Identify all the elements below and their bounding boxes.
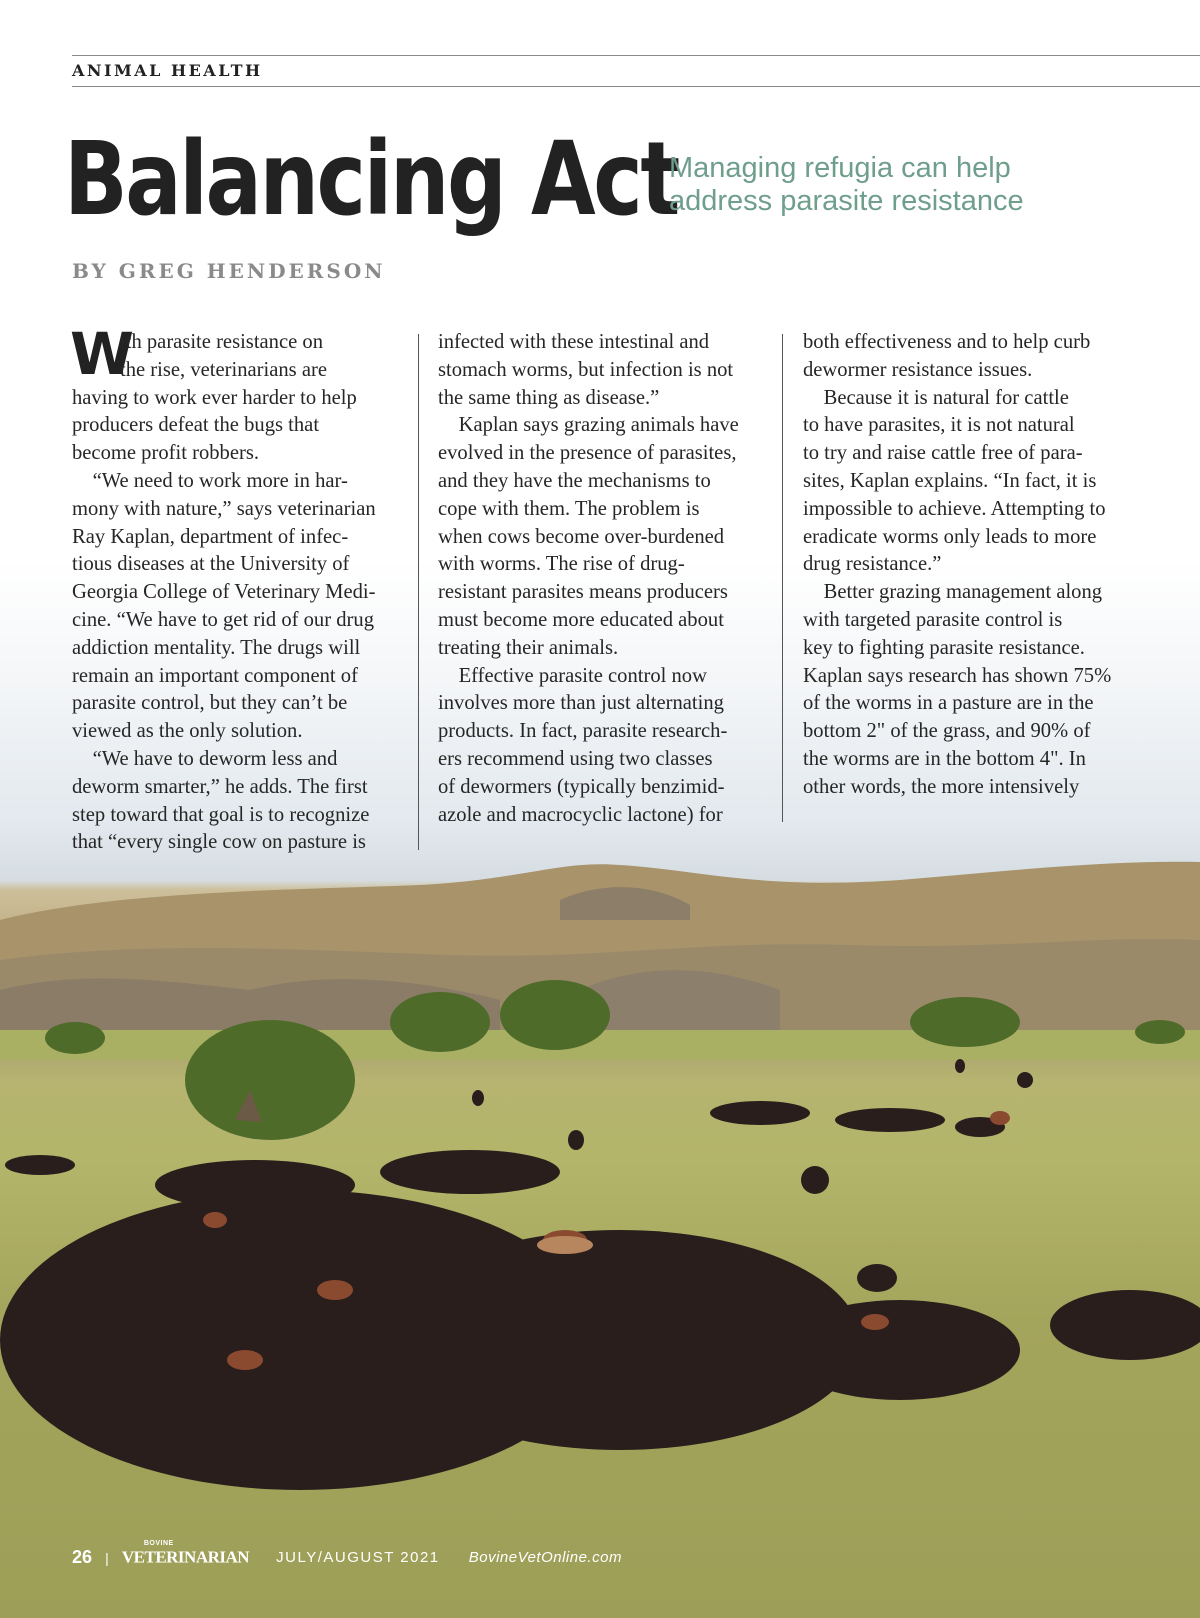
body-line: of the worms in a pasture are in the [803,692,1094,715]
body-line: mony with nature,” says veterinarian [72,497,376,520]
body-line: infected with these intestinal and [438,331,710,353]
body-line: step toward that goal is to recognize [72,803,370,826]
body-line: cope with them. The problem is [438,497,700,520]
body-line: Kaplan says research has shown 75% [803,664,1112,687]
body-line: eradicate worms only leads to more [803,525,1097,548]
article-headline: Balancing Act [64,120,678,239]
body-line: “We have to deworm less and [72,747,338,770]
body-line: products. In fact, parasite research- [438,720,728,743]
footer-separator: | [105,1549,109,1566]
body-line: producers defeat the bugs that [72,414,320,437]
website-url: BovineVetOnline.com [468,1549,622,1566]
deck-line: Managing refugia can help [669,152,1011,184]
body-line: addiction mentality. The drugs will [72,636,361,659]
deck-line: address parasite resistance [669,185,1024,217]
body-line: other words, the more intensively [803,775,1080,798]
page-footer [72,1540,622,1571]
column-divider [418,334,419,850]
body-line: Kaplan says grazing animals have [438,414,739,437]
body-line: drug resistance.” [803,553,942,576]
body-line: stomach worms, but infection is not [438,358,734,381]
body-column-2 [438,329,768,829]
body-line: resistant parasites means producers [438,581,728,604]
body-line: bottom 2" of the grass, and 90% of [803,720,1091,743]
body-line: the same thing as disease.” [438,386,660,409]
body-line: viewed as the only solution. [72,720,303,743]
body-line: sites, Kaplan explains. “In fact, it is [803,469,1097,492]
body-line: deworm smarter,” he adds. The first [72,775,368,798]
body-line: “We need to work more in har- [72,469,348,492]
body-line: key to fighting parasite resistance. [803,636,1085,659]
body-line: ith parasite resistance on [120,331,324,353]
body-line: of dewormers (typically benzimid- [438,775,725,798]
body-line: that “every single cow on pasture is [72,831,366,854]
body-line: tious diseases at the University of [72,553,350,576]
body-line: parasite control, but they can’t be [72,692,348,715]
body-column-3 [803,329,1133,802]
body-line: dewormer resistance issues. [803,358,1033,381]
body-line: the worms are in the bottom 4". In [803,747,1086,770]
body-line: impossible to achieve. Attempting to [803,497,1106,520]
logo-main-text: VETERINARIAN [121,1547,250,1567]
body-line: ers recommend using two classes [438,747,713,770]
body-line: Because it is natural for cattle [803,386,1069,409]
body-line: azole and macrocyclic lactone) for [438,803,723,826]
magazine-logo [121,1540,250,1568]
article-deck [669,152,1049,218]
body-line: with worms. The rise of drug- [438,553,685,576]
body-line: having to work ever harder to help [72,386,357,409]
body-line: Effective parasite control now [438,664,707,687]
body-line: Ray Kaplan, department of infec- [72,525,349,548]
body-line: to have parasites, it is not natural [803,414,1075,437]
body-line: become profit robbers. [72,442,259,465]
body-line: the rise, veterinarians are [120,358,327,381]
body-line: treating their animals. [438,636,619,659]
body-line: Georgia College of Veterinary Medi- [72,581,376,604]
section-label: ANIMAL HEALTH [72,61,263,80]
column-divider [782,334,783,822]
body-line: must become more educated about [438,608,724,631]
body-line: both effectiveness and to help curb [803,331,1091,353]
body-line: and they have the mechanisms to [438,469,711,492]
logo-small-text: BOVINE [143,1540,174,1548]
body-line: to try and raise cattle free of para- [803,442,1083,465]
section-rule-bottom [72,86,1200,87]
body-column-1 [72,329,402,857]
section-rule-top [72,55,1200,56]
issue-date: JULY/AUGUST 2021 [276,1549,440,1566]
article-byline: BY GREG HENDERSON [72,259,386,283]
drop-cap: W [70,320,134,388]
body-line: with targeted parasite control is [803,608,1063,631]
body-line: evolved in the presence of parasites, [438,442,737,465]
body-line: Better grazing management along [803,581,1103,604]
body-line: when cows become over-burdened [438,525,725,548]
page-number: 26 [72,1547,93,1567]
body-line: remain an important component of [72,664,358,687]
body-line: cine. “We have to get rid of our drug [72,608,374,631]
body-line: involves more than just alternating [438,692,724,715]
